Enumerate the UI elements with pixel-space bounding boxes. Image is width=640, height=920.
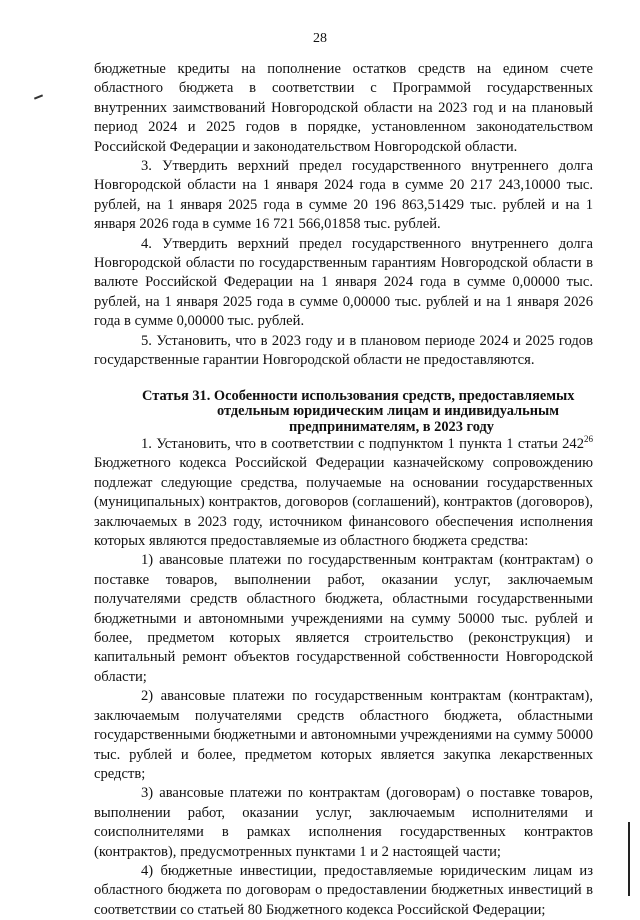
- document-body: [94, 60, 593, 920]
- list-item-3: 3) авансовые платежи по контрактам (договорам) о поставке товаров, выполнении работ, оказании услуг, заключаемым исполнителями и соисполнителями в рамках исполнения государственных контрактов (контрактов), предусмотренных пунктами 1 и 2 настоящей части;: [94, 785, 593, 860]
- list-item-4: 4) бюджетные инвестиции, предоставляемые юридическим лицам из областного бюджета по договорам о предоставлении бюджетных инвестиций в соответствии со статьей 80 Бюджетного кодекса Российской Федерации;: [94, 862, 593, 918]
- article-heading-line-2: отдельным юридическим лицам и индивидуальным: [217, 403, 560, 419]
- article-31-heading: [94, 389, 593, 436]
- paragraph-continuation: бюджетные кредиты на пополнение остатков средств на едином счете областного бюджета в соответствии с Программой государственных внутренних заимствований Новгородской области на 2023 год и на плановый период 2024 и 2025 годов в порядке, установленном законодательством Российской Федерации и законодательством Новгородской области.: [94, 61, 593, 155]
- article-heading-line-1: Статья 31. Особенности использования средств, предоставляемых: [142, 387, 575, 404]
- article-heading-line-3: предпринимателям, в 2023 году: [289, 418, 494, 435]
- list-item-1: 1) авансовые платежи по государственным контрактам (контрактам) о поставке товаров, выполнении работ, оказании услуг, заключаемым получателями средств областного бюджета, областными государственными бюджетными и автономными учреждениями на сумму 50000 тыс. рублей и более, предметом которых является строительство (реконструкция) и капитальный ремонт объектов государственной собственности Новгородской области;: [94, 552, 593, 685]
- paragraph-4: 4. Утвердить верхний предел государственного внутреннего долга Новгородской области по государственным гарантиям Новгородской области в валюте Российской Федерации на 1 января 2024 года в сумме 0,00000 тыс. рублей, на 1 января 2025 года в сумме 0,00000 тыс. рублей и на 1 января 2026 года в сумме 0,00000 тыс. рублей.: [94, 235, 593, 330]
- article-p1-superscript: 26: [584, 434, 593, 445]
- paragraph-3: 3. Утвердить верхний предел государственного внутреннего долга Новгородской области на 1 января 2024 года в сумме 20 217 243,10000 тыс. рублей, на 1 января 2025 года в сумме 20 196 863,51429 тыс. рублей и на 1 января 2026 года в сумме 16 721 566,01858 тыс. рублей.: [94, 158, 593, 233]
- right-edge-scan-mark: [628, 822, 630, 896]
- article-p1-text-before: 1. Установить, что в соответствии с подпунктом 1 пункта 1 статьи 242: [141, 436, 584, 452]
- article-p1-text-after: Бюджетного кодекса Российской Федерации казначейскому сопровождению подлежат следующие средства, получаемые на основании государственных (муниципальных) контрактов, договоров (соглашений), контрактов (договоров), заключаемых в 2023 году, источником финансового обеспечения исполнения которых являются предоставляемые из областного бюджета средства:: [94, 455, 593, 550]
- article-paragraph-1: [94, 435, 593, 551]
- margin-pen-mark: [34, 94, 43, 99]
- page-number: 28: [313, 31, 327, 46]
- paragraph-5: 5. Установить, что в 2023 году и в плановом периоде 2024 и 2025 годов государственные гарантии Новгородской области не предоставляются.: [94, 332, 593, 369]
- list-item-2: 2) авансовые платежи по государственным контрактам (контрактам), заключаемым получателями средств областного бюджета, областными государственными бюджетными и автономными учреждениями на сумму 50000 тыс. рублей и более, предметом которых является закупка лекарственных средств;: [94, 688, 593, 782]
